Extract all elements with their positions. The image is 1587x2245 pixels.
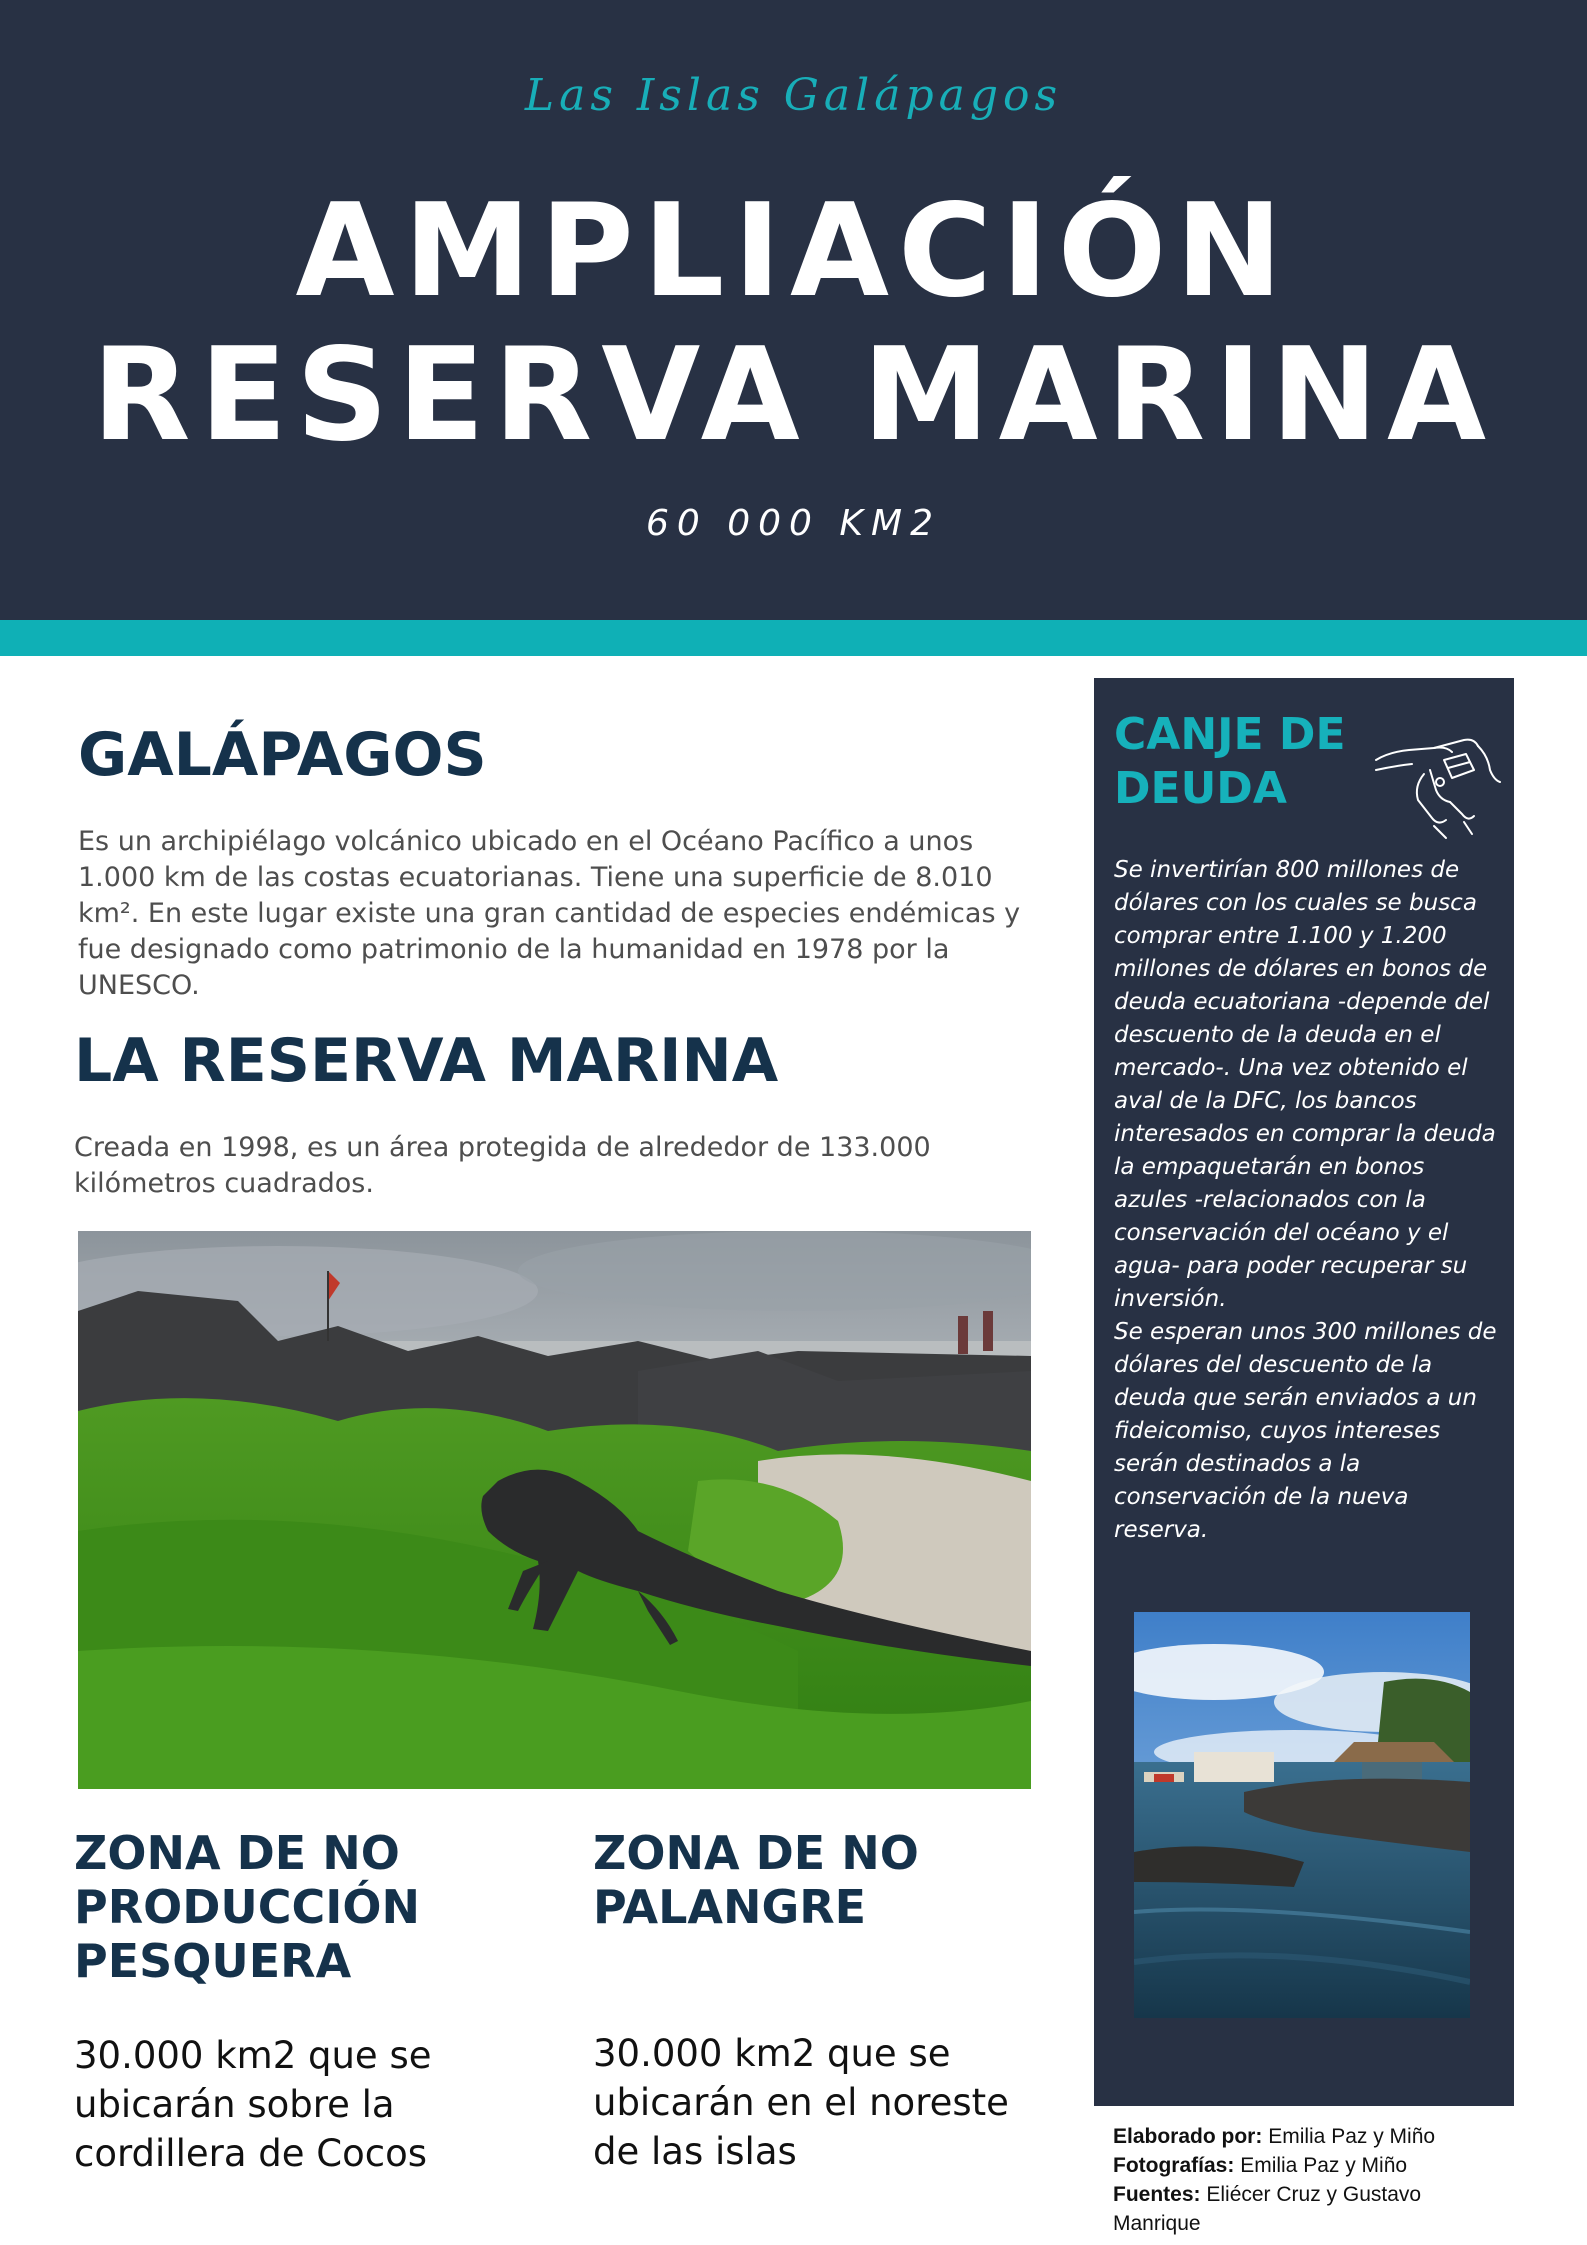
zone-1-text: 30.000 km2 que se ubicarán sobre la cordillera de Cocos bbox=[74, 2034, 432, 2175]
title-line-2: RESERVA MARINA bbox=[92, 321, 1495, 470]
zone-2-title: ZONA DE NO PALANGRE bbox=[593, 1826, 919, 1934]
credit-made-by-label: Elaborado por: bbox=[1113, 2125, 1263, 2148]
galapagos-heading: GALÁPAGOS bbox=[78, 720, 487, 790]
debt-swap-sidebar bbox=[1094, 678, 1514, 2106]
credit-photos-label: Fotografías: bbox=[1113, 2154, 1235, 2177]
header-subtitle: 60 000 KM2 bbox=[646, 503, 941, 544]
credit-sources-label: Fuentes: bbox=[1113, 2183, 1201, 2206]
zone-1-title: ZONA DE NO PRODUCCIÓN PESQUERA bbox=[74, 1826, 421, 1988]
zone-2-text: 30.000 km2 que se ubicarán en el noreste de las islas bbox=[593, 2032, 1009, 2173]
page-title bbox=[0, 177, 1587, 470]
teal-divider bbox=[0, 620, 1587, 656]
credit-made-by bbox=[1113, 2122, 1473, 2151]
harbor-photo bbox=[1134, 1612, 1470, 2018]
reserva-text: Creada en 1998, es un área protegida de alrededor de 133.000 kilómetros cuadrados. bbox=[74, 1132, 931, 1199]
title-line-1: AMPLIACIÓN bbox=[295, 177, 1292, 326]
reserva-heading: LA RESERVA MARINA bbox=[74, 1026, 779, 1096]
credit-made-by-value: Emilia Paz y Miño bbox=[1268, 2125, 1436, 2148]
iguana-photo bbox=[78, 1231, 1031, 1789]
galapagos-text: Es un archipiélago volcánico ubicado en el Océano Pacífico a unos 1.000 km de las costas ecuatorianas. Tiene una superficie de 8.010 km². En este lugar existe una gran cantidad de especies endémicas y fue designado como patrimonio de la humanidad en 1978 por la UNESCO. bbox=[78, 826, 1021, 1001]
credit-photos bbox=[1113, 2151, 1473, 2180]
credit-sources bbox=[1113, 2180, 1473, 2238]
credit-sources-value: Eliécer Cruz y Gustavo Manrique bbox=[1113, 2183, 1422, 2235]
sidebar-title: CANJE DE DEUDA bbox=[1114, 709, 1346, 814]
header-kicker: Las Islas Galápagos bbox=[524, 70, 1063, 121]
handshake-icon bbox=[1374, 730, 1504, 842]
credit-photos-value: Emilia Paz y Miño bbox=[1240, 2154, 1408, 2177]
sidebar-text: Se invertirían 800 millones de dólares con los cuales se busca comprar entre 1.100 y 1.200 millones de dólares en bonos de deuda ecuatoriana -depende del descuento de la deuda en el mercado-. Una vez obtenido el aval de la DFC, los bancos interesados en comprar la deuda la empaquetarán en bonos azules -relacionados con la conservación del océano y el agua- para poder recuperar su inversión. Se esperan unos 300 millones de dólares del descuento de la deuda que serán enviados a un fideicomiso, cuyos intereses serán destinados a la conservación de la nueva reserva. bbox=[1114, 857, 1497, 1543]
credits bbox=[1113, 2122, 1473, 2238]
